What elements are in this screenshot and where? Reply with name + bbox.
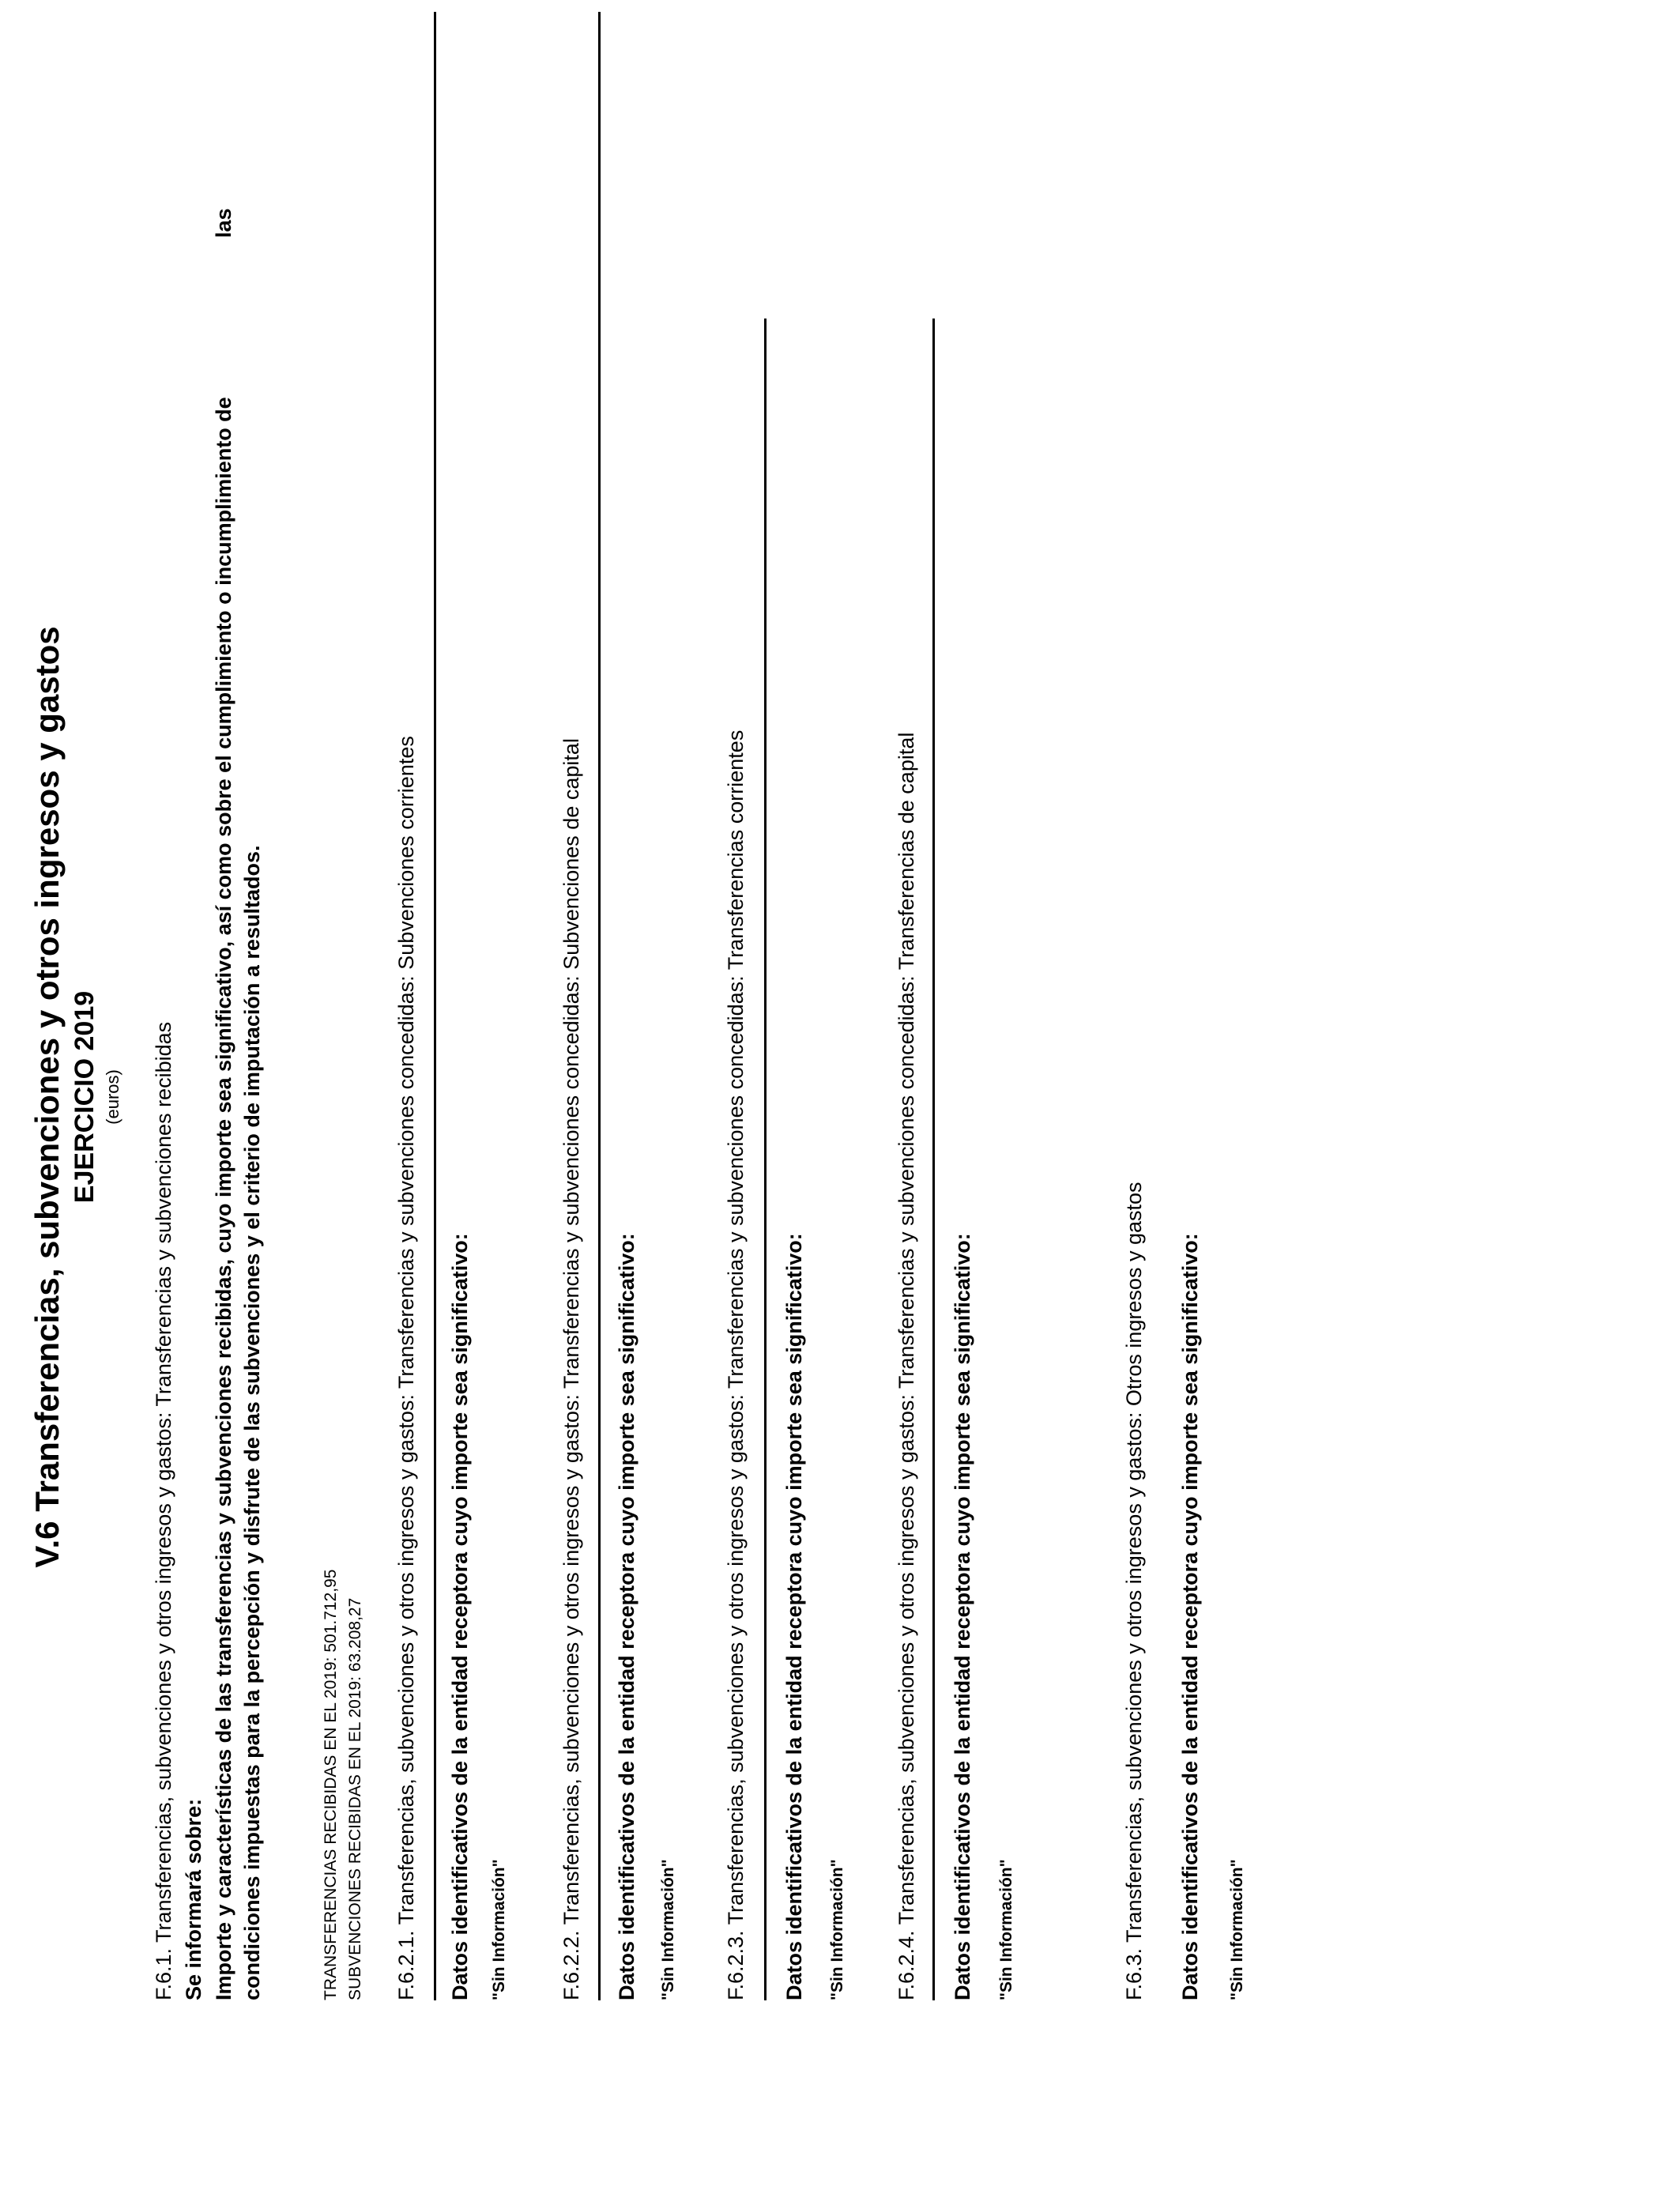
section-f624-value: "Sin Información" [997, 1859, 1015, 2000]
section-f621-heading: F.6.2.1. Transferencias, subvenciones y otros ingresos y gastos: Transferencias y subvenciones concedidas: Subvenciones corrientes [394, 736, 418, 2000]
section-f623-heading: F.6.2.3. Transferencias, subvenciones y otros ingresos y gastos: Transferencias y subvenciones concedidas: Transferencias corrientes [724, 729, 748, 2000]
section-f61-description-line1-end: las [212, 208, 235, 238]
section-f61-description-line1: Importe y características de las transferencias y subvenciones recibidas, cuyo importe sea significativo, así como sobre el cumplimiento o incumplimiento de [212, 397, 235, 2000]
transfers-received-amount: TRANSFERENCIAS RECIBIDAS EN EL 2019: 501.712,95 [322, 1569, 340, 2000]
section-f621-label: Datos identificativos de la entidad receptora cuyo importe sea significativo: [448, 1233, 472, 2000]
units-label: (euros) [103, 1069, 122, 1125]
section-f623-value: "Sin Información" [828, 1859, 846, 2000]
section-divider [932, 319, 935, 2000]
section-f622-heading: F.6.2.2. Transferencias, subvenciones y otros ingresos y gastos: Transferencias y subvenciones concedidas: Subvenciones de capital [559, 738, 583, 2000]
page-title: V.6 Transferencias, subvenciones y otros ingresos y gastos [28, 626, 66, 1568]
section-f622-value: "Sin Información" [659, 1859, 677, 2000]
section-f622-label: Datos identificativos de la entidad receptora cuyo importe sea significativo: [615, 1233, 638, 2000]
section-f63-label: Datos identificativos de la entidad receptora cuyo importe sea significativo: [1178, 1233, 1202, 2000]
section-f63-heading: F.6.3. Transferencias, subvenciones y otros ingresos y gastos: Otros ingresos y gastos [1122, 1182, 1146, 2000]
section-f623-label: Datos identificativos de la entidad receptora cuyo importe sea significativo: [782, 1233, 806, 2000]
section-f621-value: "Sin Información" [490, 1859, 508, 2000]
section-f624-label: Datos identificativos de la entidad receptora cuyo importe sea significativo: [951, 1233, 974, 2000]
fiscal-year: EJERCICIO 2019 [70, 990, 100, 1204]
subsidies-received-amount: SUBVENCIONES RECIBIDAS EN EL 2019: 63.208,27 [346, 1597, 364, 2000]
section-f61-intro: Se informará sobre: [182, 1798, 205, 2000]
section-divider [598, 12, 601, 2000]
section-f61-description-line2: condiciones impuestas para la percepción y disfrute de las subvenciones y el criterio de imputación a resultados. [240, 845, 264, 2000]
section-f61-heading: F.6.1. Transferencias, subvenciones y otros ingresos y gastos: Transferencias y subvenciones recibidas [152, 1021, 175, 2000]
section-f63-value: "Sin Información" [1228, 1859, 1246, 2000]
section-divider [764, 319, 767, 2000]
section-divider [434, 12, 436, 2000]
section-f624-heading: F.6.2.4. Transferencias, subvenciones y otros ingresos y gastos: Transferencias y subvenciones concedidas: Transferencias de capital [895, 732, 918, 2000]
